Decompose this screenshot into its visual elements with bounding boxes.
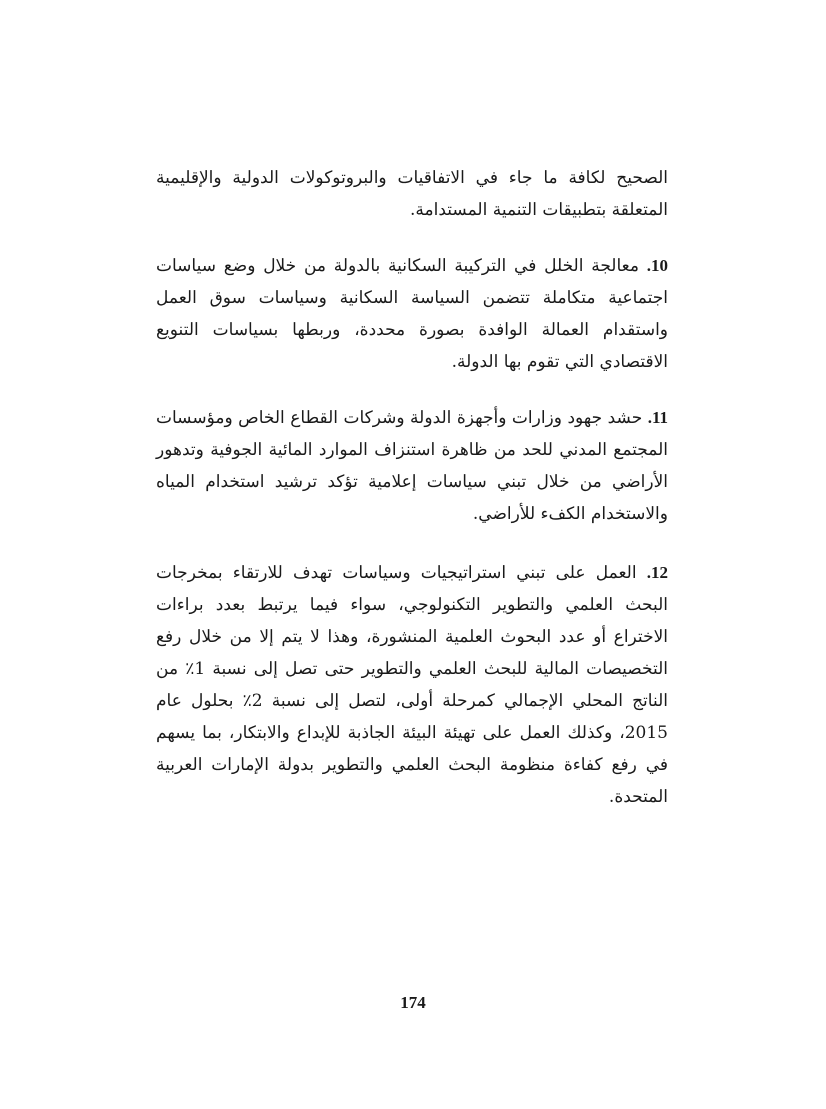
list-item-text: معالجة الخلل في التركيبة السكانية بالدولة من خلال وضع سياسات اجتماعية متكاملة تتضمن السياسة السكانية وسياسات سوق العمل واستقدام العمالة الوافدة بصورة محددة، وربطها بسياسات التنويع الاقتصادي التي تقوم بها الدولة. xyxy=(156,256,668,372)
list-item-text: العمل على تبني استراتيجيات وسياسات تهدف للارتقاء بمخرجات البحث العلمي والتطوير التكنولوجي، سواء فيما يرتبط بعدد براءات الاختراع أو عدد البحوث العلمية المنشورة، وهذا لا يتم إلا من خلال رفع التخصيصات المالية للبحث العلمي والتطوير حتى تصل إلى نسبة 1٪ من الناتج المحلي الإجمالي كمرحلة أولى، لتصل إلى نسبة 2٪ بحلول عام 2015، وكذلك العمل على تهيئة البيئة الجاذبة للإبداع والابتكار، بما يسهم في رفع كفاءة منظومة البحث العلمي والتطوير بدولة الإمارات العربية المتحدة. xyxy=(156,563,668,807)
list-item-10 xyxy=(156,250,668,378)
list-item-text: حشد جهود وزارات وأجهزة الدولة وشركات القطاع الخاص ومؤسسات المجتمع المدني للحد من ظاهرة استنزاف الموارد المائية الجوفية وتدهور الأراضي من خلال تبني سياسات إعلامية تؤكد ترشيد استخدام المياه والاستخدام الكفء للأراضي. xyxy=(156,408,668,524)
intro-paragraph xyxy=(156,162,668,226)
intro-text: الصحيح لكافة ما جاء في الاتفاقيات والبروتوكولات الدولية والإقليمية المتعلقة بتطبيقات التنمية المستدامة. xyxy=(156,168,668,220)
list-item-paragraph xyxy=(156,402,668,530)
list-item-paragraph xyxy=(156,557,668,813)
list-item-number: 12. xyxy=(646,563,669,582)
list-item-paragraph xyxy=(156,250,668,378)
list-item-number: 11. xyxy=(647,408,669,427)
page-number: 174 xyxy=(400,993,426,1012)
list-item-12 xyxy=(156,557,668,813)
list-item-11 xyxy=(156,402,668,530)
list-item-number: 10. xyxy=(646,256,668,275)
